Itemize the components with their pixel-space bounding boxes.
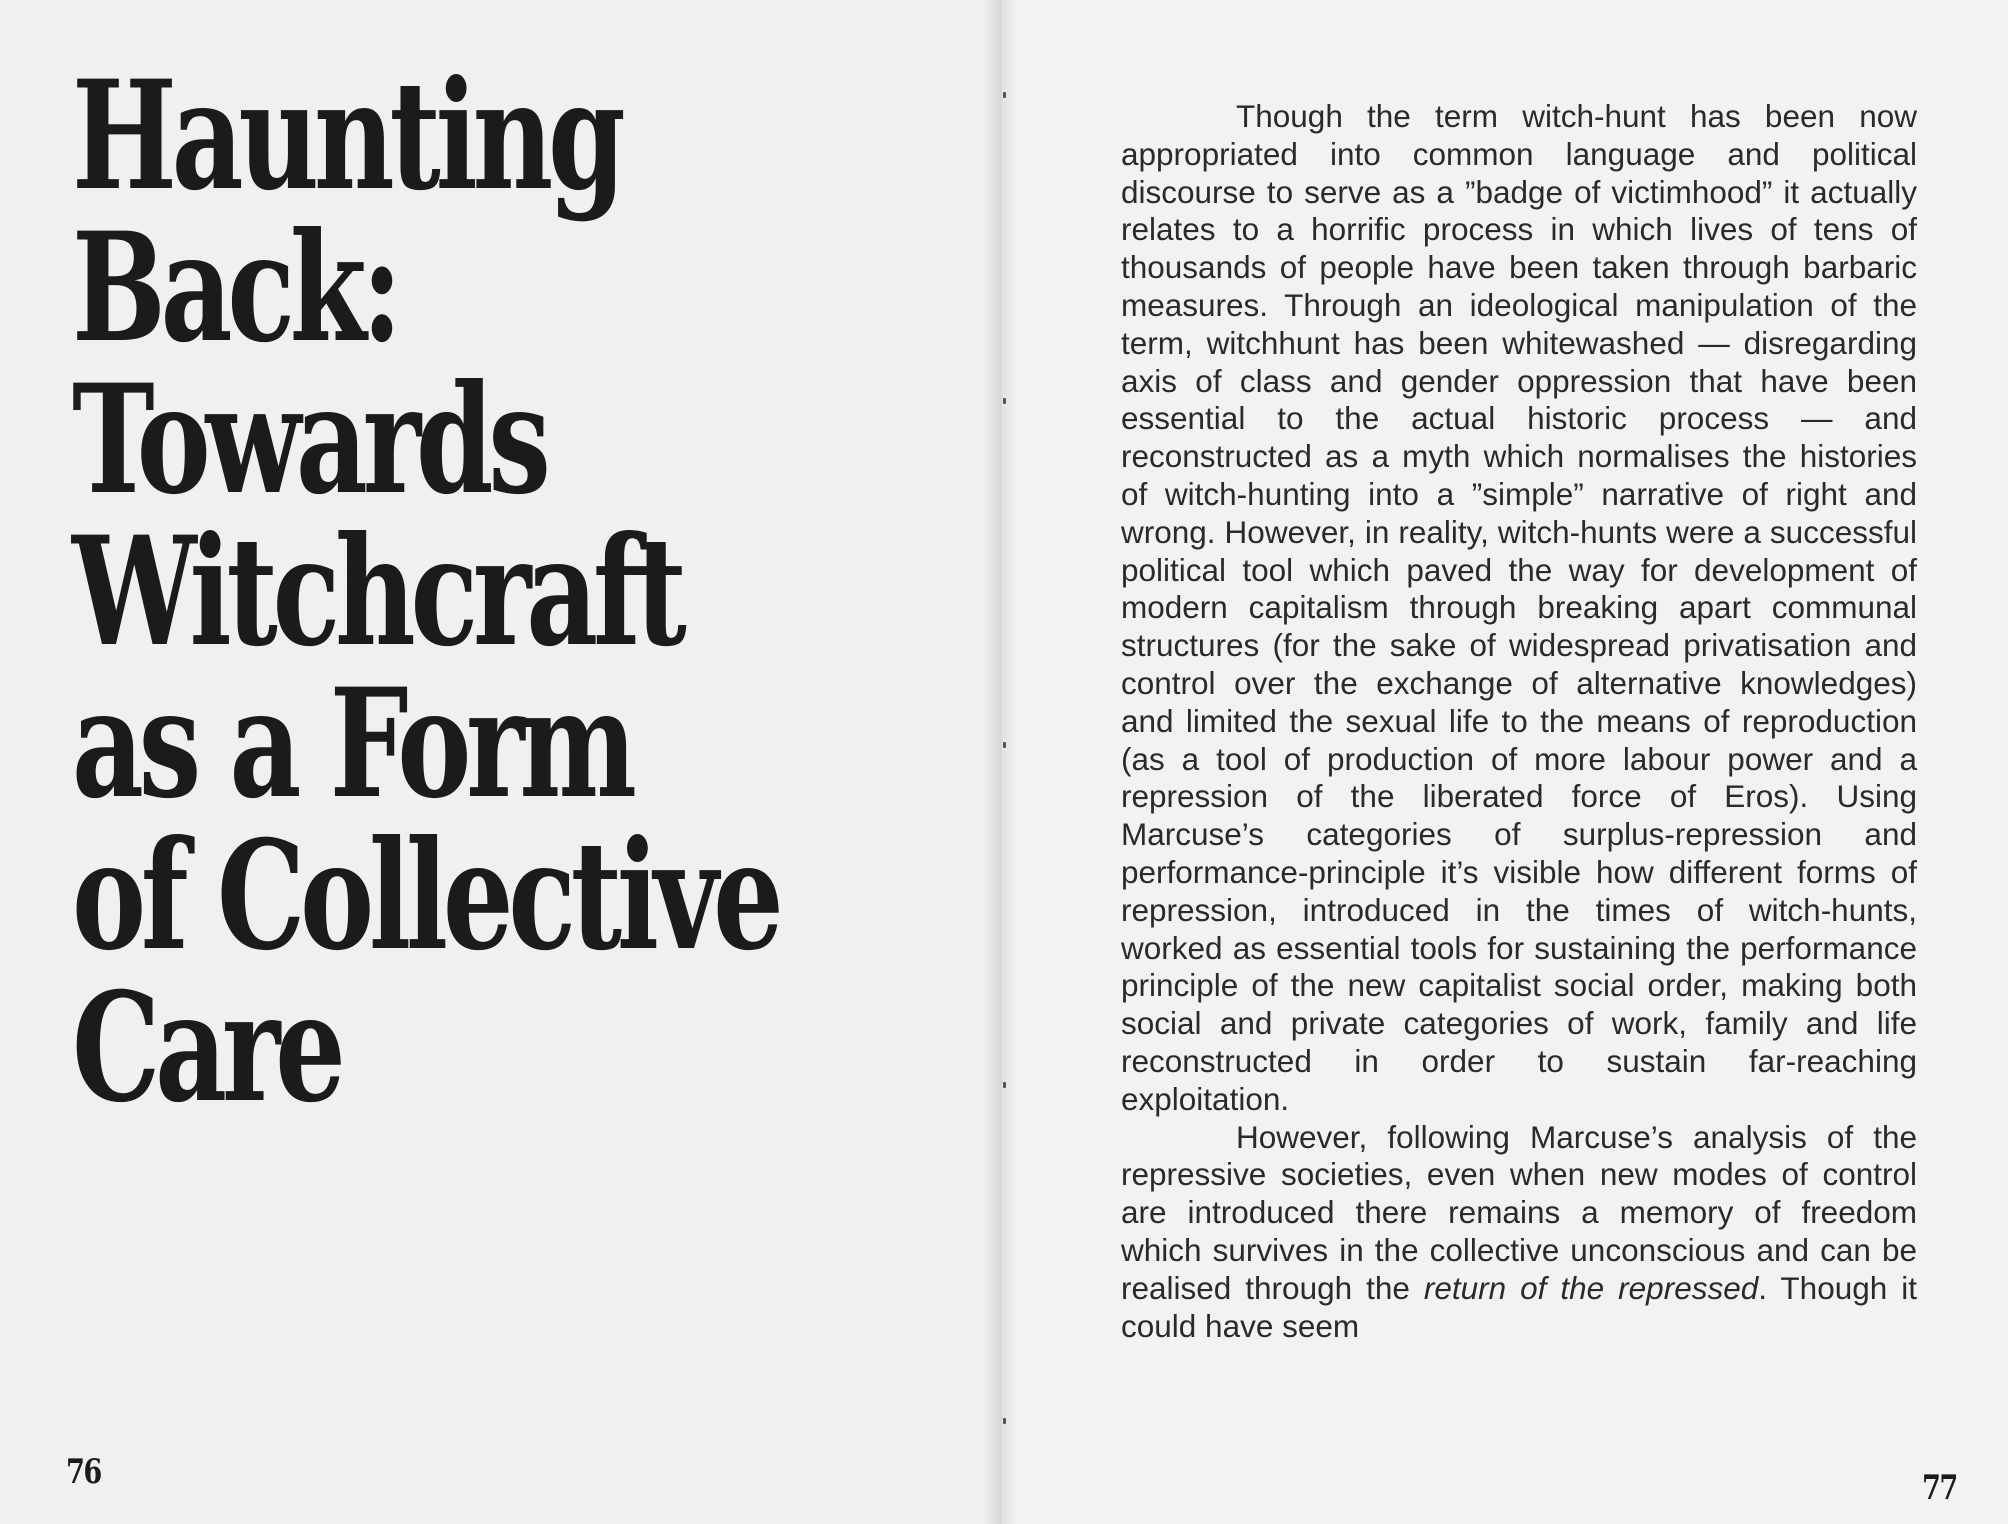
body-text: [1121, 98, 1917, 1345]
page-number-right: 77: [1922, 1468, 1957, 1508]
chapter-title: [72, 48, 779, 1136]
left-page: [0, 0, 1000, 1524]
title-line: of Collective: [72, 808, 779, 984]
binding-stitch: [1003, 398, 1006, 404]
title-line: Back:: [72, 200, 398, 376]
binding-stitch: [1003, 1418, 1006, 1424]
book-gutter: [985, 0, 1015, 1524]
title-line: Haunting: [72, 48, 621, 224]
paragraph-text: . Though it could have seem: [1121, 1269, 1917, 1344]
paragraph-text: However, following Marcuse’s analysis of the repressive societies, even when new modes of control are introduced there remains a memory of freedom which survives in the collective unconscious and can be realised through the: [1121, 1118, 1917, 1306]
paragraph: [1121, 1119, 1917, 1346]
paragraph: Though the term witch-hunt has been now appropriated into common language and political discourse to serve as a ”badge of victimhood” it actually relates to a horrific process in which lives of tens of thousands of people have been taken through barbaric measures. Through an ideological manipulation of the term, witchhunt has been whitewashed — disregarding axis of class and gender oppression that have been essential to the actual historic process — and reconstructed as a myth which normalises the histories of witch-hunting into a ”simple” narrative of right and wrong. However, in reality, witch-hunts were a successful political tool which paved the way for development of modern capitalism through breaking apart communal structures (for the sake of widespread privatisation and control over the exchange of alternative knowledges) and limited the sexual life to the means of reproduction (as a tool of production of more labour power and a repression of the liberated force of Eros). Using Marcuse’s categories of surplus-repression and performance-principle it’s visible how different forms of repression, introduced in the times of witch-hunts, worked as essential tools for sustaining the performance principle of the new capitalist social order, making both social and private categories of work, family and life reconstructed in order to sustain far-reaching exploitation.: [1121, 98, 1917, 1117]
binding-stitch: [1003, 92, 1006, 98]
page-number-left: 76: [66, 1452, 101, 1492]
binding-stitch: [1003, 742, 1006, 748]
binding-stitch: [1003, 1082, 1006, 1088]
title-line: Witchcraft: [72, 504, 682, 680]
title-line: Care: [72, 960, 341, 1136]
italic-phrase: return of the repressed: [1423, 1269, 1759, 1306]
title-line: Towards: [72, 352, 546, 528]
title-line: as a Form: [72, 656, 632, 832]
